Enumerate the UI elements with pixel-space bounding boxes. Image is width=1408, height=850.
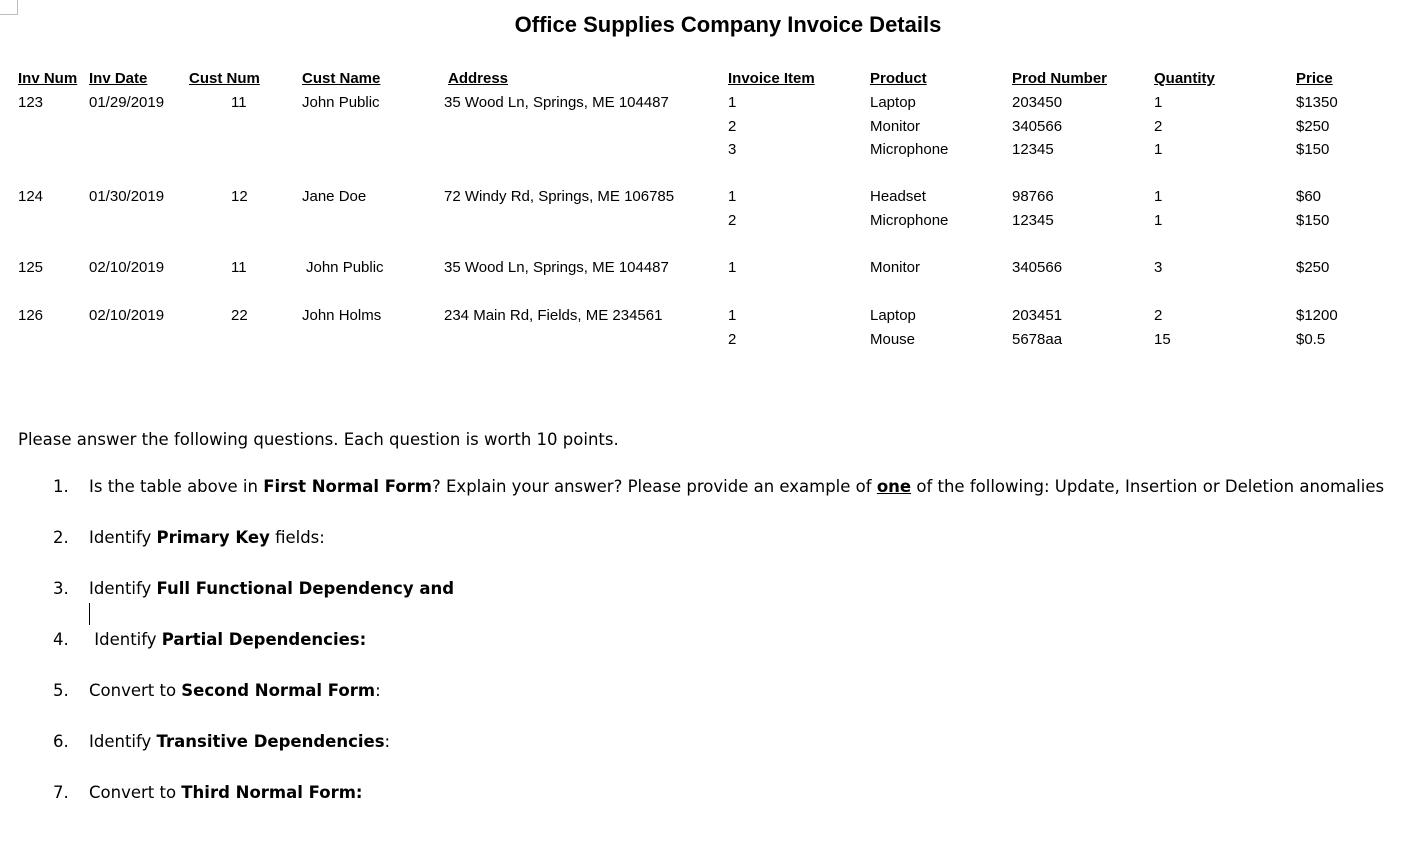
cust-name-cell: John Public — [306, 259, 384, 276]
quantity-cell: 1 — [1154, 141, 1163, 158]
invoice-item-cell: 2 — [728, 330, 737, 348]
prod-number-cell: 340566 — [1012, 259, 1063, 276]
address-cell: 72 Windy Rd, Springs, ME 106785 — [444, 188, 675, 205]
question-number: 3. — [53, 579, 69, 598]
cust-num-cell: 11 — [231, 94, 247, 111]
invoice-item-cell: 1 — [728, 307, 737, 324]
column-header-invoice-item: Invoice Item — [728, 70, 815, 87]
quantity-cell: 1 — [1154, 211, 1163, 229]
prod-number-cell: 203450 — [1012, 94, 1063, 111]
price-cell: $250 — [1296, 259, 1330, 276]
price-cell: $60 — [1296, 188, 1322, 205]
text-cursor — [89, 603, 90, 625]
prod-number-cell: 98766 — [1012, 188, 1054, 205]
price-cell: $250 — [1296, 117, 1330, 135]
question-text: Convert to Second Normal Form: — [89, 681, 381, 700]
product-cell: Microphone — [870, 141, 949, 158]
price-cell: $1200 — [1296, 307, 1338, 324]
address-cell: 35 Wood Ln, Springs, ME 104487 — [444, 259, 669, 276]
quantity-cell: 2 — [1154, 117, 1163, 135]
cust-name-cell: Jane Doe — [302, 188, 367, 205]
price-cell: $1350 — [1296, 94, 1338, 111]
question-number: 4. — [53, 630, 69, 649]
instructions-text: Please answer the following questions. Each question is worth 10 points. — [18, 430, 619, 449]
address-cell: 234 Main Rd, Fields, ME 234561 — [444, 307, 663, 324]
inv-date-cell: 02/10/2019 — [89, 259, 165, 276]
price-cell: $150 — [1296, 141, 1330, 158]
column-header-address: Address — [448, 70, 509, 87]
cust-num-cell: 22 — [231, 307, 248, 324]
column-header-inv-num: Inv Num — [18, 70, 78, 87]
price-cell: $0.5 — [1296, 330, 1326, 348]
inv-date-cell: 01/30/2019 — [89, 188, 165, 205]
question-number: 1. — [53, 477, 69, 496]
column-header-price: Price — [1296, 70, 1333, 87]
quantity-cell: 1 — [1154, 94, 1163, 111]
product-cell: Laptop — [870, 307, 916, 324]
question-text: Convert to Third Normal Form: — [89, 783, 363, 802]
question-number: 5. — [53, 681, 69, 700]
question-text: Identify Full Functional Dependency and — [89, 579, 455, 598]
product-cell: Headset — [870, 188, 926, 205]
inv-date-cell: 02/10/2019 — [89, 307, 165, 324]
invoice-item-cell: 1 — [728, 188, 737, 205]
column-header-prod-number: Prod Number — [1012, 70, 1108, 87]
column-header-cust-name: Cust Name — [302, 70, 381, 87]
product-cell: Microphone — [870, 211, 949, 229]
invoice-item-cell: 1 — [728, 259, 737, 276]
product-cell: Laptop — [870, 94, 916, 111]
invoice-item-cell: 3 — [728, 141, 737, 158]
question-text: Identify Partial Dependencies: — [89, 630, 367, 649]
column-header-cust-num: Cust Num — [189, 70, 260, 87]
prod-number-cell: 5678aa — [1012, 330, 1063, 348]
address-cell: 35 Wood Ln, Springs, ME 104487 — [444, 94, 669, 111]
inv-num-cell: 124 — [18, 188, 44, 205]
inv-num-cell: 123 — [18, 94, 44, 111]
invoice-item-cell: 1 — [728, 94, 737, 111]
quantity-cell: 1 — [1154, 188, 1163, 205]
cust-name-cell: John Holms — [302, 307, 382, 324]
question-number: 6. — [53, 732, 69, 751]
column-header-inv-date: Inv Date — [89, 70, 148, 87]
quantity-cell: 15 — [1154, 330, 1171, 348]
quantity-cell: 2 — [1154, 307, 1163, 324]
invoice-item-cell: 2 — [728, 211, 737, 229]
product-cell: Monitor — [870, 117, 921, 135]
prod-number-cell: 203451 — [1012, 307, 1063, 324]
inv-num-cell: 126 — [18, 307, 44, 324]
question-text: Is the table above in First Normal Form? Explain your answer? Please provide an example of one of the following: Update, Insertion or Deletion anomalies — [89, 477, 1385, 496]
prod-number-cell: 12345 — [1012, 141, 1054, 158]
quantity-cell: 3 — [1154, 259, 1163, 276]
product-cell: Monitor — [870, 259, 921, 276]
price-cell: $150 — [1296, 211, 1330, 229]
inv-date-cell: 01/29/2019 — [89, 94, 165, 111]
question-number: 2. — [53, 528, 69, 547]
cust-num-cell: 11 — [231, 259, 247, 276]
column-header-quantity: Quantity — [1154, 70, 1215, 87]
cust-num-cell: 12 — [231, 188, 248, 205]
prod-number-cell: 340566 — [1012, 117, 1063, 135]
question-text: Identify Transitive Dependencies: — [89, 732, 391, 751]
question-number: 7. — [53, 783, 69, 802]
question-text: Identify Primary Key fields: — [89, 528, 325, 547]
product-cell: Mouse — [870, 330, 916, 348]
invoice-item-cell: 2 — [728, 117, 737, 135]
column-header-product: Product — [870, 70, 927, 87]
cust-name-cell: John Public — [302, 94, 380, 111]
page-title: Office Supplies Company Invoice Details — [514, 12, 942, 37]
prod-number-cell: 12345 — [1012, 211, 1054, 229]
inv-num-cell: 125 — [18, 259, 44, 276]
